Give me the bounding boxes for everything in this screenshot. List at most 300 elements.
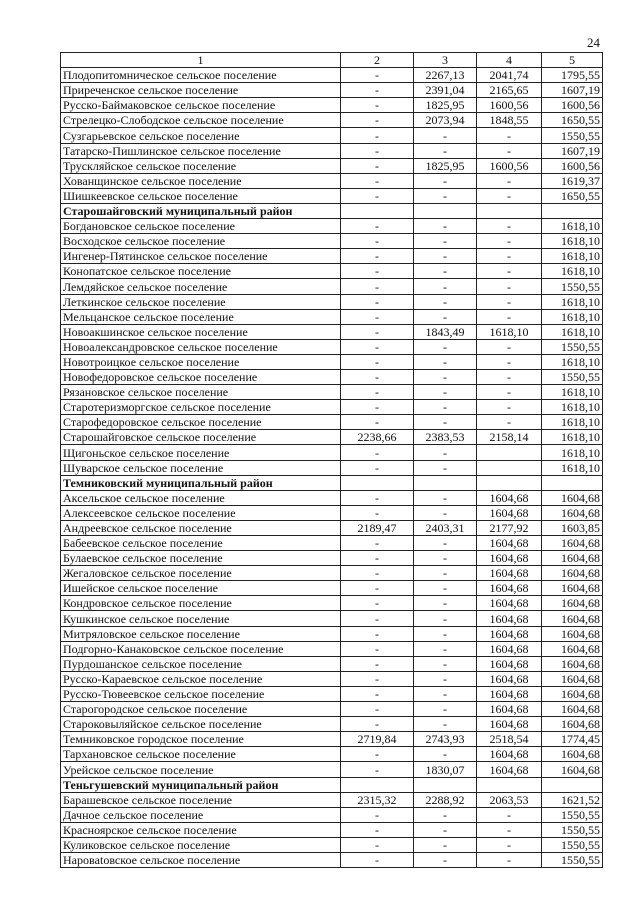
- value-cell-col2: -: [341, 158, 414, 173]
- table-body: [61, 53, 603, 868]
- value-cell-col3: -: [414, 807, 477, 822]
- settlement-name-cell: Старошайговский муниципальный район: [61, 203, 341, 218]
- table-row: [61, 596, 603, 611]
- value-cell-col4: 1604,68: [477, 596, 542, 611]
- value-cell-col4: 1604,68: [477, 717, 542, 732]
- table-row: [61, 143, 603, 158]
- value-cell-col4: 1604,68: [477, 686, 542, 701]
- value-cell-col2: -: [341, 188, 414, 203]
- settlement-name-cell: Куликовское сельское поселение: [61, 837, 341, 852]
- settlement-name-cell: Кушкинское сельское поселение: [61, 611, 341, 626]
- district-heading-row: [61, 203, 603, 218]
- value-cell-col2: -: [341, 460, 414, 475]
- value-cell-col4: 1604,68: [477, 656, 542, 671]
- value-cell-col4: -: [477, 219, 542, 234]
- settlement-name-cell: Плодопитомническое сельское поселение: [61, 68, 341, 83]
- value-cell-col5: 1618,10: [542, 400, 603, 415]
- settlement-name-cell: Подгорно-Канаковское сельское поселение: [61, 641, 341, 656]
- value-cell-col4: -: [477, 852, 542, 867]
- settlement-name-cell: Трускляйское сельское поселение: [61, 158, 341, 173]
- value-cell-col4: 1604,68: [477, 762, 542, 777]
- table-row: [61, 369, 603, 384]
- value-cell-col3: 2288,92: [414, 792, 477, 807]
- value-cell-col5: 1618,10: [542, 460, 603, 475]
- value-cell-col3: -: [414, 641, 477, 656]
- table-row: [61, 385, 603, 400]
- value-cell-col5: 1618,10: [542, 415, 603, 430]
- table-row: [61, 581, 603, 596]
- value-cell-col3: -: [414, 656, 477, 671]
- table-row: [61, 717, 603, 732]
- value-cell-col2: -: [341, 113, 414, 128]
- value-cell-col2: -: [341, 490, 414, 505]
- value-cell-col2: -: [341, 807, 414, 822]
- column-header-3: 3: [414, 53, 477, 68]
- value-cell-col2: -: [341, 294, 414, 309]
- value-cell-col4: [477, 203, 542, 218]
- table-row: [61, 324, 603, 339]
- value-cell-col2: -: [341, 626, 414, 641]
- table-row: [61, 566, 603, 581]
- value-cell-col4: -: [477, 415, 542, 430]
- value-cell-col4: 1604,68: [477, 747, 542, 762]
- value-cell-col2: -: [341, 762, 414, 777]
- value-cell-col5: 1607,19: [542, 83, 603, 98]
- settlement-name-cell: Бабеевское сельское поселение: [61, 536, 341, 551]
- value-cell-col2: -: [341, 264, 414, 279]
- settlement-name-cell: Леткинское сельское поселение: [61, 294, 341, 309]
- table-row: [61, 520, 603, 535]
- value-cell-col4: -: [477, 128, 542, 143]
- value-cell-col5: 1604,68: [542, 747, 603, 762]
- value-cell-col5: 1604,68: [542, 656, 603, 671]
- value-cell-col3: -: [414, 219, 477, 234]
- settlement-name-cell: Ишейское сельское поселение: [61, 581, 341, 596]
- value-cell-col3: -: [414, 339, 477, 354]
- value-cell-col4: -: [477, 143, 542, 158]
- value-cell-col5: [542, 203, 603, 218]
- table-row: [61, 505, 603, 520]
- settlement-name-cell: Хованщинское сельское поселение: [61, 173, 341, 188]
- value-cell-col2: 2315,32: [341, 792, 414, 807]
- value-cell-col4: -: [477, 837, 542, 852]
- value-cell-col2: -: [341, 641, 414, 656]
- value-cell-col2: -: [341, 566, 414, 581]
- value-cell-col3: -: [414, 415, 477, 430]
- settlement-name-cell: Красноярское сельское поселение: [61, 822, 341, 837]
- value-cell-col4: -: [477, 249, 542, 264]
- value-cell-col2: -: [341, 686, 414, 701]
- value-cell-col3: 2267,13: [414, 68, 477, 83]
- value-cell-col4: 2041,74: [477, 68, 542, 83]
- settlement-name-cell: Наровatовское сельское поселение: [61, 852, 341, 867]
- value-cell-col3: [414, 475, 477, 490]
- value-cell-col3: -: [414, 369, 477, 384]
- value-cell-col5: 1618,10: [542, 430, 603, 445]
- value-cell-col4: -: [477, 294, 542, 309]
- value-cell-col2: -: [341, 581, 414, 596]
- settlement-name-cell: Жегаловское сельское поселение: [61, 566, 341, 581]
- value-cell-col5: 1618,10: [542, 354, 603, 369]
- value-cell-col3: -: [414, 822, 477, 837]
- settlement-name-cell: Стрелецко-Слободское сельское поселение: [61, 113, 341, 128]
- settlement-name-cell: Приреченское сельское поселение: [61, 83, 341, 98]
- value-cell-col4: 1604,68: [477, 702, 542, 717]
- table-row: [61, 536, 603, 551]
- settlement-name-cell: Тархановское сельское поселение: [61, 747, 341, 762]
- settlement-name-cell: Лемдяйское сельское поселение: [61, 279, 341, 294]
- table-row: [61, 415, 603, 430]
- table-row: [61, 686, 603, 701]
- value-cell-col2: -: [341, 369, 414, 384]
- value-cell-col2: [341, 777, 414, 792]
- value-cell-col2: -: [341, 324, 414, 339]
- settlement-name-cell: Новоалександровское сельское поселение: [61, 339, 341, 354]
- value-cell-col5: 1550,55: [542, 128, 603, 143]
- value-cell-col5: [542, 777, 603, 792]
- settlement-name-cell: Старогородское сельское поселение: [61, 702, 341, 717]
- value-cell-col3: 2403,31: [414, 520, 477, 535]
- value-cell-col4: -: [477, 400, 542, 415]
- settlement-name-cell: Булаевское сельское поселение: [61, 551, 341, 566]
- value-cell-col2: -: [341, 309, 414, 324]
- page-number: 24: [587, 35, 600, 50]
- value-cell-col3: -: [414, 852, 477, 867]
- value-cell-col2: -: [341, 249, 414, 264]
- table-row: [61, 158, 603, 173]
- value-cell-col4: 1848,55: [477, 113, 542, 128]
- value-cell-col5: 1618,10: [542, 264, 603, 279]
- value-cell-col5: 1774,45: [542, 732, 603, 747]
- value-cell-col3: -: [414, 717, 477, 732]
- value-cell-col2: -: [341, 536, 414, 551]
- table-row: [61, 747, 603, 762]
- settlement-name-cell: Рязановское сельское поселение: [61, 385, 341, 400]
- value-cell-col4: 1604,68: [477, 581, 542, 596]
- value-cell-col3: -: [414, 536, 477, 551]
- district-heading-row: [61, 475, 603, 490]
- value-cell-col5: 1604,68: [542, 536, 603, 551]
- table-row: [61, 430, 603, 445]
- value-cell-col5: 1604,68: [542, 626, 603, 641]
- settlement-name-cell: Шуварское сельское поселение: [61, 460, 341, 475]
- value-cell-col3: 1825,95: [414, 98, 477, 113]
- table-row: [61, 551, 603, 566]
- value-cell-col4: 1600,56: [477, 98, 542, 113]
- value-cell-col3: 2383,53: [414, 430, 477, 445]
- value-cell-col5: 1650,55: [542, 113, 603, 128]
- value-cell-col3: -: [414, 279, 477, 294]
- value-cell-col2: -: [341, 68, 414, 83]
- value-cell-col2: 2238,66: [341, 430, 414, 445]
- table-row: [61, 762, 603, 777]
- value-cell-col3: -: [414, 143, 477, 158]
- value-cell-col4: 1604,68: [477, 490, 542, 505]
- column-header-5: 5: [542, 53, 603, 68]
- table-row: [61, 354, 603, 369]
- value-cell-col2: -: [341, 671, 414, 686]
- tariff-table: [60, 52, 603, 868]
- column-header-1: 1: [61, 53, 341, 68]
- value-cell-col2: -: [341, 173, 414, 188]
- value-cell-col2: -: [341, 385, 414, 400]
- value-cell-col4: -: [477, 309, 542, 324]
- value-cell-col4: 1600,56: [477, 158, 542, 173]
- value-cell-col4: 1604,68: [477, 566, 542, 581]
- settlement-name-cell: Митряловское сельское поселение: [61, 626, 341, 641]
- settlement-name-cell: Кондровское сельское поселение: [61, 596, 341, 611]
- value-cell-col4: -: [477, 234, 542, 249]
- value-cell-col3: -: [414, 566, 477, 581]
- settlement-name-cell: Аксельское сельское поселение: [61, 490, 341, 505]
- value-cell-col3: -: [414, 626, 477, 641]
- value-cell-col2: -: [341, 400, 414, 415]
- value-cell-col2: -: [341, 656, 414, 671]
- value-cell-col2: -: [341, 551, 414, 566]
- value-cell-col4: -: [477, 339, 542, 354]
- value-cell-col2: [341, 475, 414, 490]
- value-cell-col2: -: [341, 83, 414, 98]
- table-row: [61, 490, 603, 505]
- district-heading-row: [61, 777, 603, 792]
- value-cell-col4: 1618,10: [477, 324, 542, 339]
- value-cell-col5: 1604,68: [542, 566, 603, 581]
- settlement-name-cell: Дачное сельское поселение: [61, 807, 341, 822]
- settlement-name-cell: Ингенер-Пятинское сельское поселение: [61, 249, 341, 264]
- value-cell-col2: -: [341, 279, 414, 294]
- value-cell-col2: -: [341, 354, 414, 369]
- table-header-row: [61, 53, 603, 68]
- value-cell-col3: 1843,49: [414, 324, 477, 339]
- value-cell-col5: 1618,10: [542, 249, 603, 264]
- value-cell-col2: 2189,47: [341, 520, 414, 535]
- settlement-name-cell: Пурдошанское сельское поселение: [61, 656, 341, 671]
- value-cell-col3: -: [414, 294, 477, 309]
- table-row: [61, 792, 603, 807]
- value-cell-col4: 2165,65: [477, 83, 542, 98]
- table-row: [61, 822, 603, 837]
- value-cell-col3: -: [414, 505, 477, 520]
- column-header-2: 2: [341, 53, 414, 68]
- table-row: [61, 445, 603, 460]
- settlement-name-cell: Шишкеевское сельское поселение: [61, 188, 341, 203]
- value-cell-col4: 2518,54: [477, 732, 542, 747]
- settlement-name-cell: Новоакшинское сельское поселение: [61, 324, 341, 339]
- value-cell-col3: -: [414, 686, 477, 701]
- value-cell-col3: -: [414, 490, 477, 505]
- value-cell-col4: -: [477, 822, 542, 837]
- value-cell-col3: -: [414, 173, 477, 188]
- table-row: [61, 732, 603, 747]
- value-cell-col3: -: [414, 460, 477, 475]
- settlement-name-cell: Мельцанское сельское поселение: [61, 309, 341, 324]
- value-cell-col5: 1604,68: [542, 581, 603, 596]
- value-cell-col4: 2177,92: [477, 520, 542, 535]
- value-cell-col5: 1604,68: [542, 551, 603, 566]
- value-cell-col5: 1604,68: [542, 686, 603, 701]
- settlement-name-cell: Темниковский муниципальный район: [61, 475, 341, 490]
- settlement-name-cell: Щигоньское сельское поселение: [61, 445, 341, 460]
- table-row: [61, 400, 603, 415]
- value-cell-col3: -: [414, 596, 477, 611]
- value-cell-col4: [477, 777, 542, 792]
- table-row: [61, 128, 603, 143]
- value-cell-col5: 1618,10: [542, 324, 603, 339]
- value-cell-col4: 1604,68: [477, 641, 542, 656]
- table-row: [61, 852, 603, 867]
- table-row: [61, 68, 603, 83]
- value-cell-col5: 1600,56: [542, 98, 603, 113]
- settlement-name-cell: Барашевское сельское поселение: [61, 792, 341, 807]
- value-cell-col5: 1550,55: [542, 369, 603, 384]
- value-cell-col2: -: [341, 852, 414, 867]
- table-row: [61, 626, 603, 641]
- value-cell-col2: -: [341, 505, 414, 520]
- table-row: [61, 611, 603, 626]
- value-cell-col3: -: [414, 309, 477, 324]
- value-cell-col5: 1550,55: [542, 837, 603, 852]
- table-row: [61, 294, 603, 309]
- value-cell-col4: [477, 445, 542, 460]
- value-cell-col5: 1618,10: [542, 385, 603, 400]
- table-row: [61, 807, 603, 822]
- value-cell-col3: -: [414, 264, 477, 279]
- value-cell-col4: 1604,68: [477, 671, 542, 686]
- settlement-name-cell: Урейское сельское поселение: [61, 762, 341, 777]
- value-cell-col3: -: [414, 747, 477, 762]
- value-cell-col5: 1619,37: [542, 173, 603, 188]
- settlement-name-cell: Русско-Тювеевское сельское поселение: [61, 686, 341, 701]
- settlement-name-cell: Русско-Караевское сельское поселение: [61, 671, 341, 686]
- value-cell-col5: 1621,52: [542, 792, 603, 807]
- value-cell-col3: 2391,04: [414, 83, 477, 98]
- settlement-name-cell: Староковыляйское сельское поселение: [61, 717, 341, 732]
- value-cell-col5: 1550,55: [542, 807, 603, 822]
- value-cell-col4: -: [477, 264, 542, 279]
- settlement-name-cell: Восходское сельское поселение: [61, 234, 341, 249]
- value-cell-col3: -: [414, 400, 477, 415]
- value-cell-col3: -: [414, 188, 477, 203]
- value-cell-col5: 1603,85: [542, 520, 603, 535]
- column-header-4: 4: [477, 53, 542, 68]
- value-cell-col2: -: [341, 702, 414, 717]
- value-cell-col5: 1618,10: [542, 234, 603, 249]
- value-cell-col3: -: [414, 354, 477, 369]
- value-cell-col5: 1550,55: [542, 852, 603, 867]
- value-cell-col4: -: [477, 188, 542, 203]
- value-cell-col5: 1618,10: [542, 219, 603, 234]
- value-cell-col4: -: [477, 807, 542, 822]
- value-cell-col2: -: [341, 445, 414, 460]
- value-cell-col3: -: [414, 702, 477, 717]
- value-cell-col4: -: [477, 173, 542, 188]
- value-cell-col3: 1830,07: [414, 762, 477, 777]
- value-cell-col2: -: [341, 611, 414, 626]
- value-cell-col5: 1604,68: [542, 762, 603, 777]
- value-cell-col2: -: [341, 747, 414, 762]
- value-cell-col3: 2743,93: [414, 732, 477, 747]
- settlement-name-cell: Новофедоровское сельское поселение: [61, 369, 341, 384]
- settlement-name-cell: Старотеризморгское сельское поселение: [61, 400, 341, 415]
- value-cell-col3: -: [414, 611, 477, 626]
- table-row: [61, 219, 603, 234]
- value-cell-col2: -: [341, 98, 414, 113]
- table-row: [61, 279, 603, 294]
- value-cell-col5: 1795,55: [542, 68, 603, 83]
- table-row: [61, 249, 603, 264]
- value-cell-col5: 1604,68: [542, 490, 603, 505]
- table-row: [61, 173, 603, 188]
- value-cell-col3: 1825,95: [414, 158, 477, 173]
- value-cell-col3: -: [414, 581, 477, 596]
- value-cell-col4: -: [477, 385, 542, 400]
- value-cell-col4: 1604,68: [477, 551, 542, 566]
- value-cell-col4: -: [477, 354, 542, 369]
- table-row: [61, 671, 603, 686]
- value-cell-col2: -: [341, 339, 414, 354]
- value-cell-col2: -: [341, 415, 414, 430]
- value-cell-col3: -: [414, 445, 477, 460]
- settlement-name-cell: Теньгушевский муниципальный район: [61, 777, 341, 792]
- settlement-name-cell: Старофедоровское сельское поселение: [61, 415, 341, 430]
- value-cell-col5: [542, 475, 603, 490]
- value-cell-col5: 1604,68: [542, 717, 603, 732]
- value-cell-col3: [414, 777, 477, 792]
- value-cell-col5: 1550,55: [542, 822, 603, 837]
- table-row: [61, 309, 603, 324]
- value-cell-col4: 1604,68: [477, 505, 542, 520]
- table-row: [61, 113, 603, 128]
- value-cell-col5: 1604,68: [542, 596, 603, 611]
- value-cell-col2: -: [341, 234, 414, 249]
- settlement-name-cell: Старошайговское сельское поселение: [61, 430, 341, 445]
- value-cell-col5: 1618,10: [542, 309, 603, 324]
- table-row: [61, 234, 603, 249]
- table-row: [61, 837, 603, 852]
- value-cell-col4: -: [477, 279, 542, 294]
- value-cell-col4: -: [477, 369, 542, 384]
- value-cell-col5: 1618,10: [542, 445, 603, 460]
- value-cell-col5: 1600,56: [542, 158, 603, 173]
- settlement-name-cell: Татарско-Пишлинское сельское поселение: [61, 143, 341, 158]
- value-cell-col5: 1550,55: [542, 339, 603, 354]
- table-row: [61, 188, 603, 203]
- value-cell-col4: 2063,53: [477, 792, 542, 807]
- value-cell-col2: -: [341, 219, 414, 234]
- value-cell-col5: 1604,68: [542, 505, 603, 520]
- value-cell-col2: -: [341, 143, 414, 158]
- settlement-name-cell: Андреевское сельское поселение: [61, 520, 341, 535]
- value-cell-col4: 1604,68: [477, 536, 542, 551]
- value-cell-col5: 1604,68: [542, 611, 603, 626]
- value-cell-col3: [414, 203, 477, 218]
- value-cell-col2: 2719,84: [341, 732, 414, 747]
- value-cell-col5: 1604,68: [542, 702, 603, 717]
- settlement-name-cell: Темниковское городское поселение: [61, 732, 341, 747]
- table-row: [61, 641, 603, 656]
- table-row: [61, 656, 603, 671]
- settlement-name-cell: Новотроицкое сельское поселение: [61, 354, 341, 369]
- value-cell-col3: -: [414, 551, 477, 566]
- value-cell-col2: [341, 203, 414, 218]
- value-cell-col3: -: [414, 128, 477, 143]
- value-cell-col2: -: [341, 822, 414, 837]
- settlement-name-cell: Сузгарьевское сельское поселение: [61, 128, 341, 143]
- value-cell-col2: -: [341, 128, 414, 143]
- value-cell-col5: 1607,19: [542, 143, 603, 158]
- value-cell-col4: [477, 460, 542, 475]
- value-cell-col3: 2073,94: [414, 113, 477, 128]
